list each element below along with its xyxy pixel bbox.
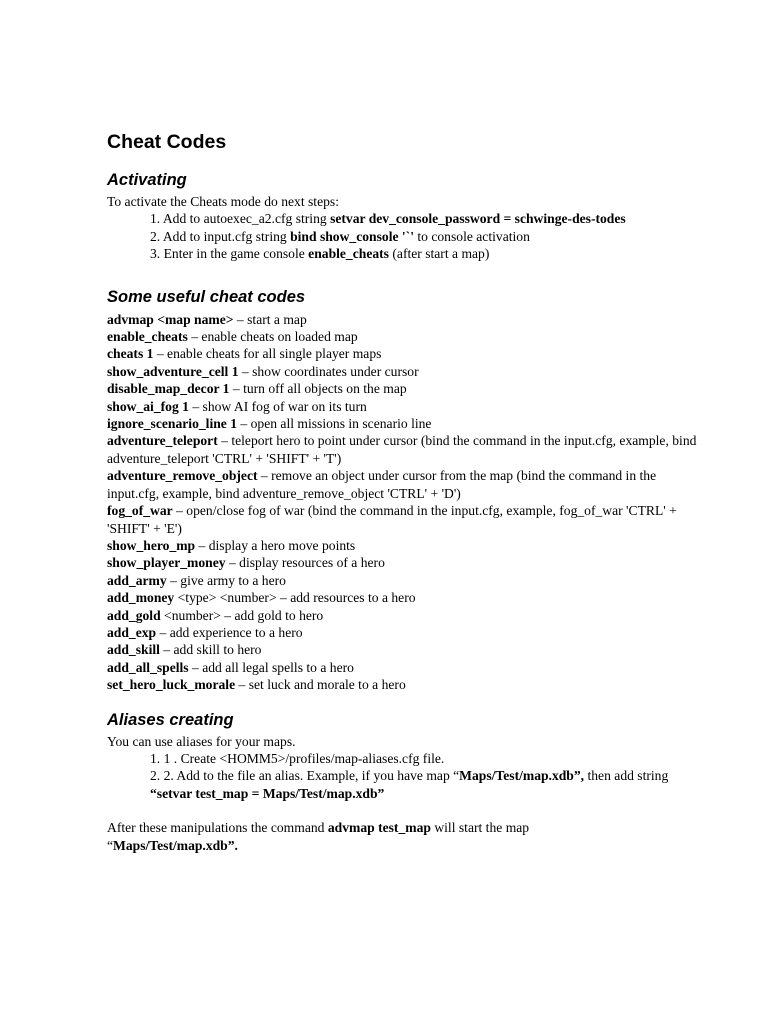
activating-step: 1. Add to autoexec_a2.cfg string setvar dev_console_password = schwinge-des-todes	[150, 211, 626, 227]
activating-step: 3. Enter in the game console enable_cheats (after start a map)	[150, 246, 490, 262]
activating-intro: To activate the Cheats mode do next steps:	[107, 194, 339, 209]
cheat-code-item: fog_of_war – open/close fog of war (bind the command in the input.cfg, example, fog_of_war 'CTRL' + 'SHIFT' + 'E')	[107, 503, 677, 536]
cheat-code-list	[107, 311, 708, 694]
cheat-code-item: adventure_teleport – teleport hero to point under cursor (bind the command in the input.cfg, example, bind adventure_teleport 'CTRL' + 'SHIFT' + 'T')	[107, 433, 697, 466]
cheat-code-item: show_adventure_cell 1 – show coordinates under cursor	[107, 363, 419, 379]
activating-steps	[107, 210, 708, 262]
activating-heading: Activating	[107, 171, 187, 189]
aliases-step: 2. 2. Add to the file an alias. Example, if you have map “Maps/Test/map.xdb”, then add string “setvar test_map = Maps/Test/map.xdb”	[150, 768, 669, 801]
cheat-code-item: show_player_money – display resources of a hero	[107, 555, 385, 571]
aliases-intro: You can use aliases for your maps.	[107, 733, 296, 749]
cheat-code-item: add_army – give army to a hero	[107, 572, 286, 588]
cheat-code-item: ignore_scenario_line 1 – open all missions in scenario line	[107, 416, 432, 432]
cheat-code-item: set_hero_luck_morale – set luck and morale to a hero	[107, 677, 406, 693]
cheat-code-item: add_money <type> <number> – add resources to a hero	[107, 590, 416, 606]
cheat-code-item: add_skill – add skill to hero	[107, 642, 262, 658]
cheat-code-item: show_ai_fog 1 – show AI fog of war on its turn	[107, 398, 367, 414]
aliases-heading: Aliases creating	[107, 710, 234, 729]
activating-step: 2. Add to input.cfg string bind show_console '`' to console activation	[150, 228, 530, 244]
cheat-codes-heading: Some useful cheat codes	[107, 287, 306, 306]
cheat-code-item: show_hero_mp – display a hero move points	[107, 537, 356, 553]
aliases-conclusion: After these manipulations the command advmap test_map will start the map “Maps/Test/map.xdb”.	[107, 820, 530, 853]
cheat-code-item: adventure_remove_object – remove an object under cursor from the map (bind the command in the input.cfg, example, bind adventure_remove_object 'CTRL' + 'D')	[107, 468, 657, 501]
cheat-code-item: disable_map_decor 1 – turn off all objects on the map	[107, 381, 407, 397]
cheat-code-item: advmap <map name> – start a map	[107, 311, 307, 327]
cheat-code-item: add_exp – add experience to a hero	[107, 624, 303, 640]
aliases-steps	[107, 750, 708, 802]
cheat-code-item: cheats 1 – enable cheats for all single player maps	[107, 346, 382, 362]
cheat-code-item: enable_cheats – enable cheats on loaded map	[107, 329, 358, 345]
cheat-code-item: add_gold <number> – add gold to hero	[107, 607, 324, 623]
page-title: Cheat Codes	[107, 131, 227, 153]
cheat-code-item: add_all_spells – add all legal spells to a hero	[107, 659, 354, 675]
aliases-step: 1. 1 . Create <HOMM5>/profiles/map-aliases.cfg file.	[150, 750, 445, 766]
